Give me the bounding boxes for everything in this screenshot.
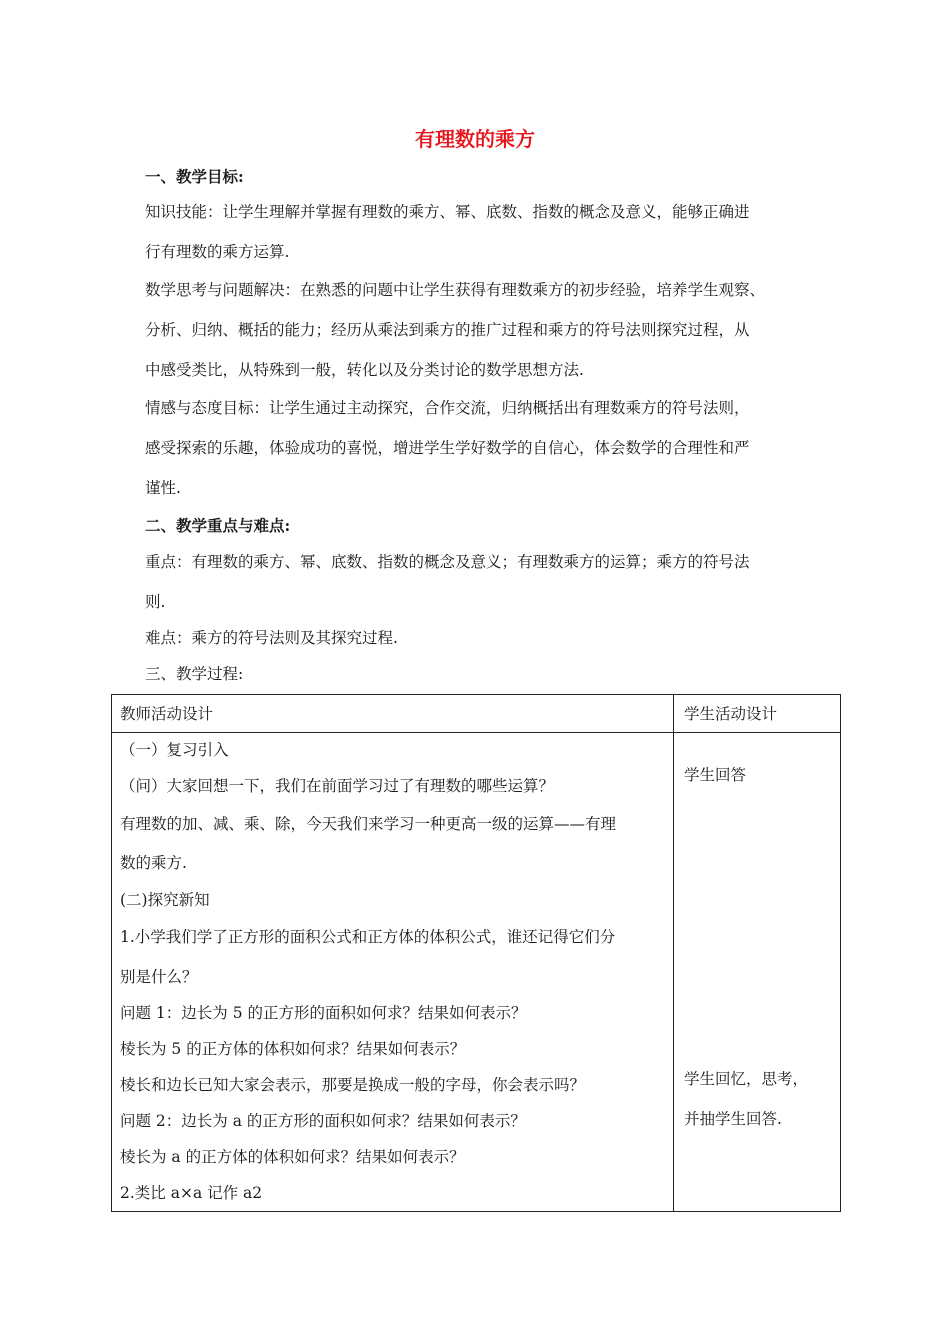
teacher-line: (二)探究新知 [120, 891, 210, 909]
student-column-header-cell [674, 695, 841, 733]
teacher-line: 数的乘方. [120, 854, 187, 872]
student-line: 学生回忆，思考， [684, 1070, 809, 1088]
teacher-line: 问题 2：边长为 a 的正方形的面积如何求？结果如何表示？ [120, 1112, 526, 1130]
teacher-column-header-cell [112, 695, 674, 733]
objective-line: 情感与态度目标：让学生通过主动探究，合作交流，归纳概括出有理数乘方的符号法则， [145, 399, 750, 417]
keypoint-line: 重点：有理数的乘方、幂、底数、指数的概念及意义；有理数乘方的运算；乘方的符号法 [145, 553, 750, 571]
student-activity-cell [674, 733, 841, 1212]
teacher-line: 棱长为 5 的正方体的体积如何求？结果如何表示？ [120, 1040, 466, 1058]
teaching-process-table [111, 694, 841, 1212]
teacher-column-header: 教师活动设计 [120, 705, 214, 723]
document-title: 有理数的乘方 [415, 127, 535, 151]
objective-line: 感受探索的乐趣，体验成功的喜悦，增进学生学好数学的自信心，体会数学的合理性和严 [145, 439, 750, 457]
teacher-line: 2.类比 a×a 记作 a2 [120, 1184, 263, 1202]
keypoint-line: 难点：乘方的符号法则及其探究过程. [145, 629, 398, 647]
teacher-line: 别是什么？ [120, 968, 198, 986]
student-column-header: 学生活动设计 [684, 705, 778, 723]
objective-line: 中感受类比，从特殊到一般，转化以及分类讨论的数学思想方法. [145, 361, 584, 379]
teacher-line: （一）复习引入 [120, 741, 229, 759]
keypoint-line: 则. [145, 593, 166, 611]
student-line: 并抽学生回答. [684, 1110, 782, 1128]
section-heading-keypoints: 二、教学重点与难点: [145, 516, 291, 535]
teacher-line: 棱长为 a 的正方体的体积如何求？结果如何表示？ [120, 1148, 465, 1166]
section-heading-process: 三、教学过程: [145, 665, 244, 683]
objective-line: 知识技能：让学生理解并掌握有理数的乘方、幂、底数、指数的概念及意义，能够正确进 [145, 203, 750, 221]
teacher-line: 有理数的加、减、乘、除，今天我们来学习一种更高一级的运算——有理 [120, 815, 617, 833]
student-line: 学生回答 [684, 766, 747, 784]
teacher-line: 棱长和边长已知大家会表示，那要是换成一般的字母，你会表示吗？ [120, 1076, 586, 1094]
teacher-line: （问）大家回想一下，我们在前面学习过了有理数的哪些运算？ [120, 777, 555, 795]
teacher-activity-cell [112, 733, 674, 1212]
objective-line: 数学思考与问题解决：在熟悉的问题中让学生获得有理数乘方的初步经验，培养学生观察、 [145, 281, 766, 299]
teacher-line: 问题 1：边长为 5 的正方形的面积如何求？结果如何表示？ [120, 1004, 527, 1022]
objective-line: 谨性. [145, 479, 181, 497]
objective-line: 分析、归纳、概括的能力；经历从乘法到乘方的推广过程和乘方的符号法则探究过程，从 [145, 321, 750, 339]
section-heading-objectives: 一、教学目标: [145, 167, 244, 186]
teacher-line: 1.小学我们学了正方形的面积公式和正方体的体积公式，谁还记得它们分 [120, 928, 616, 946]
objective-line: 行有理数的乘方运算. [145, 243, 290, 261]
